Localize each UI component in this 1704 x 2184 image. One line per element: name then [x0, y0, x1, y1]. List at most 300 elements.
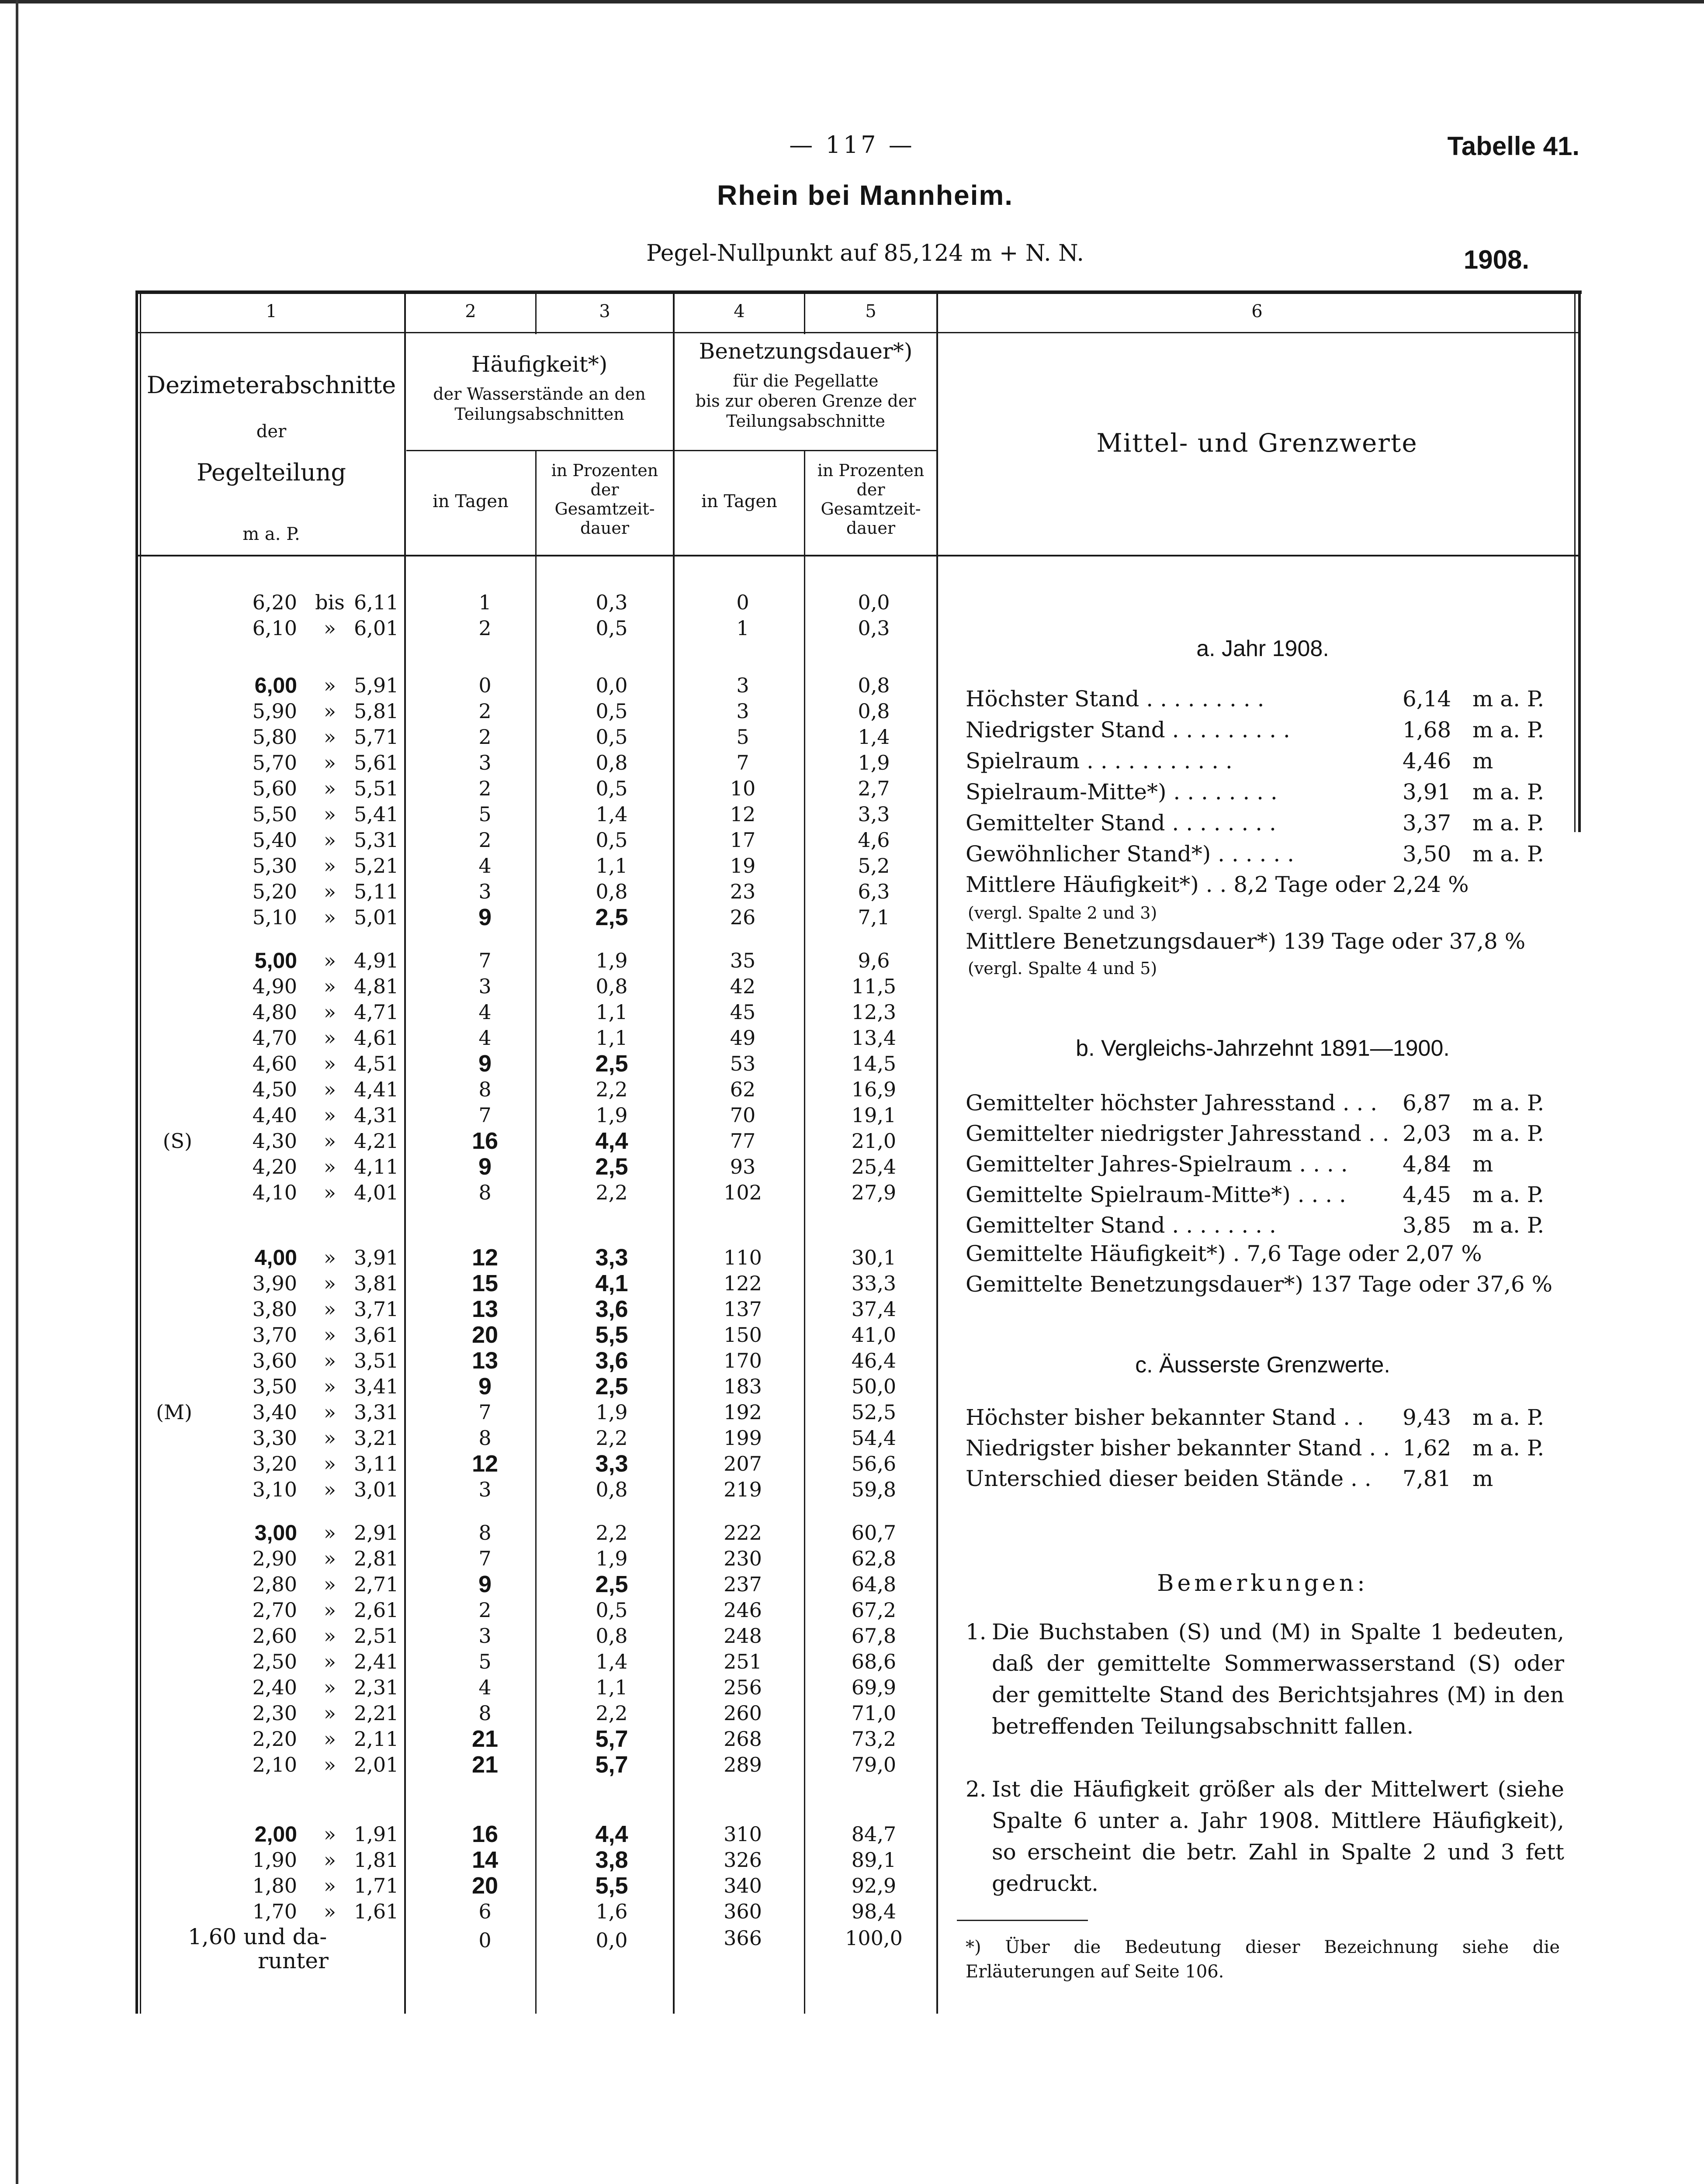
row-range-lower: 2,71 [354, 1572, 399, 1596]
row-range-lower: 3,21 [354, 1426, 399, 1450]
row-range-upper: 2,30 [252, 1701, 297, 1725]
row-wetting-days: 102 [724, 1181, 762, 1204]
row-wetting-percent: 67,2 [851, 1598, 897, 1622]
row-range-lower: 5,71 [354, 725, 399, 749]
table-row [144, 615, 939, 641]
row-range-upper: 4,20 [252, 1155, 297, 1178]
row-range-upper: 4,90 [252, 975, 297, 998]
wet-head-line3: bis zur oberen Grenze der [695, 391, 916, 411]
row-range-lower: 1,81 [354, 1848, 399, 1872]
value-number: 4,84 [1403, 1151, 1451, 1177]
table-row [144, 1425, 939, 1451]
row-range-lower: 2,81 [354, 1547, 399, 1570]
row-frequency-days: 8 [478, 1078, 492, 1101]
table-row [144, 853, 939, 879]
wet-head-title: Benetzungsdauer*) [699, 339, 913, 364]
colnum-rule [138, 332, 1580, 333]
sub-head-pct-freq [537, 461, 673, 538]
row-frequency-days: 16 [471, 1821, 499, 1847]
gauge-zero: Pegel-Nullpunkt auf 85,124 m + N. N. [646, 240, 1084, 266]
value-unit: m [1472, 748, 1493, 774]
row-frequency-percent: 3,6 [595, 1348, 628, 1374]
row-range-lower: 6,01 [354, 616, 399, 640]
row-wetting-days: 3 [736, 674, 749, 697]
row-range-word: » [323, 1521, 336, 1545]
row-frequency-percent: 0,0 [596, 674, 628, 697]
row-frequency-percent: 1,1 [596, 1000, 628, 1024]
row-wetting-percent: 56,6 [851, 1452, 897, 1476]
value-label: Unterschied dieser beiden Stände . . [966, 1466, 1372, 1491]
row-range-word: » [323, 725, 336, 749]
row-frequency-days: 0 [478, 674, 492, 697]
row-frequency-days: 9 [478, 1373, 492, 1400]
section-c-row [966, 1433, 1564, 1463]
row-range-upper: 4,50 [252, 1078, 297, 1101]
col1-head-line3: Pegelteilung [197, 459, 346, 486]
sub-head-pct-wet [805, 461, 936, 538]
col-number-3: 3 [599, 301, 610, 321]
row-wetting-percent: 64,8 [851, 1572, 897, 1596]
remark-1-number: 1. [966, 1619, 987, 1645]
row-range-lower: 2,91 [354, 1521, 399, 1545]
row-frequency-days: 13 [471, 1348, 499, 1374]
row-tag: (S) [163, 1129, 192, 1153]
row-wetting-percent: 73,2 [851, 1727, 897, 1751]
remarks-title: Bemerkungen: [1157, 1570, 1368, 1597]
row-range-upper: 4,40 [252, 1103, 297, 1127]
row-wetting-days: 150 [724, 1323, 762, 1347]
row-frequency-percent: 5,5 [595, 1322, 628, 1348]
row-range-lower: 3,41 [354, 1375, 399, 1398]
row-frequency-percent: 0,8 [596, 1478, 628, 1501]
row-range-upper: 2,20 [252, 1727, 297, 1751]
row-range-lower: 5,41 [354, 802, 399, 826]
row-wetting-percent: 30,1 [851, 1246, 897, 1269]
row-range-lower: 3,51 [354, 1349, 399, 1372]
row-wetting-percent: 4,6 [858, 828, 890, 852]
row-range-word: » [323, 1547, 336, 1570]
value-label: Gemittelte Spielraum-Mitte*) . . . . [966, 1182, 1346, 1207]
subheader-rule [406, 450, 937, 451]
value-number: 6,14 [1403, 686, 1451, 712]
value-number: 7,81 [1403, 1466, 1451, 1491]
row-range-upper: 4,70 [252, 1026, 297, 1050]
section-a-wet-note: (vergl. Spalte 4 und 5) [968, 959, 1157, 978]
row-frequency-days: 12 [471, 1451, 499, 1477]
row-range-word: » [323, 1400, 336, 1424]
row-frequency-percent: 3,3 [595, 1244, 628, 1271]
row-range-upper: 1,90 [252, 1848, 297, 1872]
row-wetting-days: 3 [736, 699, 749, 723]
row-frequency-percent: 2,5 [595, 1373, 628, 1400]
row-frequency-percent: 1,9 [596, 1547, 628, 1570]
row-wetting-percent: 12,3 [851, 1000, 897, 1024]
row-range-word: » [323, 1848, 336, 1872]
row-wetting-days: 219 [724, 1478, 762, 1501]
row-wetting-days: 246 [724, 1598, 762, 1622]
row-frequency-percent: 5,7 [595, 1726, 628, 1752]
section-b-row [966, 1210, 1564, 1241]
row-range-lower: 4,91 [354, 949, 399, 972]
row-frequency-days: 7 [478, 1400, 492, 1424]
row-range-word: » [323, 1052, 336, 1075]
row-wetting-percent: 11,5 [851, 975, 897, 998]
row-frequency-days: 4 [478, 1026, 492, 1050]
row-frequency-percent: 2,5 [595, 1154, 628, 1180]
row-wetting-percent: 21,0 [851, 1129, 897, 1153]
value-unit: m a. P. [1472, 1435, 1545, 1461]
footnote-rule [957, 1920, 1088, 1921]
row-range-word: » [323, 1181, 336, 1204]
table-row [144, 948, 939, 974]
row-range-word: » [323, 674, 336, 697]
value-label: Niedrigster bisher bekannter Stand . . [966, 1435, 1390, 1461]
col-number-1: 1 [266, 301, 277, 321]
row-range-upper: 5,80 [252, 725, 297, 749]
row-range-word: » [323, 1349, 336, 1372]
table-row [144, 1899, 939, 1925]
row-frequency-percent: 4,4 [595, 1821, 628, 1847]
row-wetting-percent: 98,4 [851, 1900, 897, 1923]
value-label: Gemittelter höchster Jahresstand . . . [966, 1090, 1378, 1116]
row-range-upper: 2,60 [252, 1624, 297, 1648]
row-wetting-days: 1 [736, 616, 749, 640]
row-wetting-days: 17 [730, 828, 756, 852]
row-range-lower: 3,91 [354, 1246, 399, 1269]
row-wetting-percent: 1,9 [858, 751, 890, 774]
row-range-word: » [323, 1426, 336, 1450]
freq-head-line3: Teilungsabschnitten [454, 404, 624, 424]
row-frequency-percent: 4,1 [595, 1270, 628, 1296]
value-unit: m a. P. [1472, 1405, 1545, 1430]
row-frequency-days: 8 [478, 1521, 492, 1545]
wet-head-line2: für die Pegellatte [733, 371, 879, 390]
section-b-freq-line: Gemittelte Häufigkeit*) . 7,6 Tage oder 2,07 % [966, 1241, 1482, 1266]
value-unit: m a. P. [1472, 779, 1545, 805]
row-frequency-days: 7 [478, 1547, 492, 1570]
table-row [144, 1597, 939, 1623]
row-range-upper: 5,90 [252, 699, 297, 723]
row-wetting-percent: 9,6 [858, 949, 890, 972]
row-frequency-days: 9 [478, 1571, 492, 1597]
row-range-word: » [323, 1701, 336, 1725]
row-wetting-days: 42 [730, 975, 756, 998]
row-frequency-percent: 2,2 [596, 1181, 628, 1204]
row-range-word: » [323, 1624, 336, 1648]
table-row [144, 724, 939, 750]
row-frequency-days: 20 [471, 1322, 499, 1348]
row-range-lower: 4,11 [354, 1155, 399, 1178]
section-b-row [966, 1118, 1564, 1149]
row-range-word: » [323, 1078, 336, 1101]
row-wetting-percent: 0,3 [858, 616, 890, 640]
value-number: 6,87 [1403, 1090, 1451, 1116]
row-range-upper: 2,40 [252, 1676, 297, 1699]
row-frequency-days: 3 [478, 1624, 492, 1648]
row-frequency-days: 2 [478, 1598, 492, 1622]
row-range-upper: 5,60 [252, 777, 297, 800]
value-number: 3,91 [1403, 779, 1451, 805]
row-range-upper: 3,20 [252, 1452, 297, 1476]
row-wetting-days: 256 [724, 1676, 762, 1699]
row-frequency-percent: 2,5 [595, 1051, 628, 1077]
row-tag: (M) [156, 1400, 192, 1424]
row-range-word: » [323, 854, 336, 878]
row-frequency-percent: 0,8 [596, 880, 628, 903]
row-range-word: » [323, 1272, 336, 1295]
row-wetting-percent: 1,4 [858, 725, 890, 749]
last-row-wet: 366 [724, 1926, 762, 1950]
row-wetting-days: 26 [730, 905, 756, 929]
value-label: Höchster Stand . . . . . . . . . [966, 686, 1264, 712]
sub-head-pct-l3: Gesamtzeit- [821, 499, 921, 518]
row-wetting-days: 192 [724, 1400, 762, 1424]
row-wetting-percent: 2,7 [858, 777, 890, 800]
row-range-upper: 3,70 [252, 1323, 297, 1347]
row-range-upper: 4,00 [254, 1245, 297, 1270]
row-range-upper: 5,20 [252, 880, 297, 903]
row-frequency-percent: 1,9 [596, 1400, 628, 1424]
row-frequency-days: 8 [478, 1426, 492, 1450]
row-wetting-percent: 68,6 [851, 1650, 897, 1673]
row-frequency-days: 2 [478, 699, 492, 723]
row-range-lower: 4,31 [354, 1103, 399, 1127]
row-range-lower: 1,71 [354, 1874, 399, 1897]
section-b-wet-line: Gemittelte Benetzungsdauer*) 137 Tage oder 37,6 % [966, 1272, 1553, 1297]
row-range-lower: 1,61 [354, 1900, 399, 1923]
scan-edge-top [0, 0, 1704, 3]
sub-head-days-wet: in Tagen [701, 491, 777, 511]
row-range-word: » [323, 1478, 336, 1501]
row-wetting-percent: 84,7 [851, 1822, 897, 1846]
value-number: 1,68 [1403, 717, 1451, 743]
row-frequency-days: 3 [478, 880, 492, 903]
value-number: 2,03 [1403, 1121, 1451, 1146]
row-frequency-percent: 5,5 [595, 1873, 628, 1899]
table-row [144, 673, 939, 698]
row-range-word: » [323, 751, 336, 774]
row-frequency-days: 20 [471, 1873, 499, 1899]
row-range-word: » [323, 1129, 336, 1153]
row-frequency-percent: 2,5 [595, 904, 628, 930]
row-frequency-percent: 0,3 [596, 591, 628, 614]
row-frequency-days: 9 [478, 1051, 492, 1077]
row-range-lower: 2,41 [354, 1650, 399, 1673]
table-row [144, 1520, 939, 1546]
row-frequency-days: 8 [478, 1701, 492, 1725]
row-frequency-percent: 0,8 [596, 751, 628, 774]
row-range-lower: 3,61 [354, 1323, 399, 1347]
row-range-lower: 5,81 [354, 699, 399, 723]
row-frequency-percent: 2,5 [595, 1571, 628, 1597]
section-a-row [966, 715, 1564, 745]
row-range-word: » [323, 880, 336, 903]
value-label: Gemittelter Stand . . . . . . . . [966, 810, 1276, 836]
table-row [144, 1154, 939, 1180]
value-label: Höchster bisher bekannter Stand . . [966, 1405, 1364, 1430]
value-unit: m [1472, 1151, 1493, 1177]
page-title: Rhein bei Mannheim. [717, 180, 1014, 211]
row-wetting-days: 77 [730, 1129, 756, 1153]
row-frequency-days: 7 [478, 1103, 492, 1127]
value-label: Niedrigster Stand . . . . . . . . . [966, 717, 1290, 743]
row-frequency-percent: 1,4 [596, 802, 628, 826]
row-wetting-days: 19 [730, 854, 756, 878]
row-wetting-days: 5 [736, 725, 749, 749]
row-frequency-days: 9 [478, 1154, 492, 1180]
row-wetting-days: 260 [724, 1701, 762, 1725]
table-row [144, 827, 939, 853]
table-row [144, 974, 939, 999]
section-b-row [966, 1149, 1564, 1179]
row-range-upper: 5,70 [252, 751, 297, 774]
sub-head-pct-l2: der [590, 480, 619, 499]
row-range-word: » [323, 1727, 336, 1751]
table-row [144, 1128, 939, 1154]
row-range-upper: 3,80 [252, 1297, 297, 1321]
row-range-lower: 2,51 [354, 1624, 399, 1648]
row-range-lower: 1,91 [354, 1822, 399, 1846]
row-range-lower: 5,31 [354, 828, 399, 852]
row-range-word: » [323, 699, 336, 723]
row-range-word: » [323, 828, 336, 852]
row-range-word: » [323, 1375, 336, 1398]
row-wetting-days: 251 [724, 1650, 762, 1673]
row-frequency-days: 3 [478, 975, 492, 998]
value-number: 4,46 [1403, 748, 1451, 774]
remark-2-number: 2. [966, 1776, 987, 1802]
row-frequency-percent: 1,1 [596, 854, 628, 878]
row-wetting-percent: 46,4 [851, 1349, 897, 1372]
row-wetting-percent: 33,3 [851, 1272, 897, 1295]
row-range-lower: 5,91 [354, 674, 399, 697]
row-frequency-percent: 4,4 [595, 1128, 628, 1154]
row-frequency-days: 13 [471, 1296, 499, 1322]
table-frame-left-inner [140, 290, 141, 2014]
row-range-word: » [323, 1753, 336, 1776]
row-frequency-percent: 0,8 [596, 1624, 628, 1648]
row-wetting-days: 326 [724, 1848, 762, 1872]
row-range-word: » [323, 1246, 336, 1269]
value-unit: m a. P. [1472, 1182, 1545, 1207]
table-frame-right [1578, 290, 1581, 832]
row-frequency-percent: 5,7 [595, 1752, 628, 1778]
row-wetting-percent: 41,0 [851, 1323, 897, 1347]
col6-head: Mittel- und Grenzwerte [1096, 428, 1418, 458]
row-range-upper: 4,10 [252, 1181, 297, 1204]
row-range-lower: 2,31 [354, 1676, 399, 1699]
value-unit: m a. P. [1472, 810, 1545, 836]
value-label: Gemittelter Jahres-Spielraum . . . . [966, 1151, 1348, 1177]
scan-edge-left [16, 0, 18, 2184]
row-frequency-percent: 1,9 [596, 1103, 628, 1127]
table-row [144, 1077, 939, 1102]
row-range-upper: 2,90 [252, 1547, 297, 1570]
value-unit: m a. P. [1472, 1121, 1545, 1146]
row-range-word: » [323, 1155, 336, 1178]
value-number: 3,50 [1403, 841, 1451, 867]
row-wetting-percent: 13,4 [851, 1026, 897, 1050]
row-wetting-days: 62 [730, 1078, 756, 1101]
row-wetting-days: 137 [724, 1297, 762, 1321]
last-row-days: 0 [478, 1928, 492, 1952]
row-wetting-days: 170 [724, 1349, 762, 1372]
row-range-upper: 2,50 [252, 1650, 297, 1673]
table-row [144, 1245, 939, 1271]
sub-head-pct-l2: der [856, 480, 885, 499]
row-wetting-days: 45 [730, 1000, 756, 1024]
row-frequency-days: 4 [478, 1000, 492, 1024]
freq-head-title: Häufigkeit*) [471, 352, 608, 377]
row-frequency-percent: 0,8 [596, 975, 628, 998]
table-row [144, 1180, 939, 1206]
table-row [144, 1271, 939, 1296]
row-wetting-percent: 0,8 [858, 674, 890, 697]
row-range-lower: 4,01 [354, 1181, 399, 1204]
row-range-word: » [323, 905, 336, 929]
row-frequency-days: 5 [478, 1650, 492, 1673]
row-wetting-percent: 14,5 [851, 1052, 897, 1075]
row-wetting-percent: 0,0 [858, 591, 890, 614]
row-frequency-percent: 1,1 [596, 1026, 628, 1050]
table-row [144, 802, 939, 827]
row-range-upper: 3,90 [252, 1272, 297, 1295]
section-a-freq-line: Mittlere Häufigkeit*) . . 8,2 Tage oder 2,24 % [966, 872, 1469, 897]
value-label: Spielraum . . . . . . . . . . . [966, 748, 1233, 774]
row-range-lower: 2,11 [354, 1727, 399, 1751]
row-range-lower: 2,61 [354, 1598, 399, 1622]
row-wetting-percent: 19,1 [851, 1103, 897, 1127]
row-range-upper: 4,30 [252, 1129, 297, 1153]
table-row [144, 1451, 939, 1477]
row-wetting-days: 23 [730, 880, 756, 903]
row-range-word: » [323, 1874, 336, 1897]
row-frequency-days: 3 [478, 751, 492, 774]
row-wetting-percent: 52,5 [851, 1400, 897, 1424]
table-row [144, 1025, 939, 1051]
sub-head-days-freq: in Tagen [433, 491, 509, 511]
value-label: Spielraum-Mitte*) . . . . . . . . [966, 779, 1278, 805]
table-row [144, 1477, 939, 1503]
row-frequency-percent: 0,5 [596, 1598, 628, 1622]
col-number-2: 2 [465, 301, 476, 321]
row-range-word: » [323, 1323, 336, 1347]
table-row [144, 776, 939, 802]
sub-head-pct-l3: Gesamtzeit- [554, 499, 655, 518]
row-wetting-days: 289 [724, 1753, 762, 1776]
row-range-upper: 6,00 [254, 673, 297, 698]
row-wetting-percent: 3,3 [858, 802, 890, 826]
row-range-word: bis [315, 591, 345, 614]
row-range-lower: 4,81 [354, 975, 399, 998]
row-wetting-percent: 60,7 [851, 1521, 897, 1545]
section-a-title: a. Jahr 1908. [1196, 636, 1329, 661]
value-label: Gemittelter niedrigster Jahresstand . . [966, 1121, 1389, 1146]
year-label: 1908. [1463, 245, 1529, 274]
table-row [144, 1051, 939, 1077]
table-label: Tabelle 41. [1447, 131, 1579, 161]
sub-head-pct-l4: dauer [846, 518, 896, 538]
last-row-range-line1: 1,60 und da- [188, 1924, 327, 1949]
row-frequency-days: 2 [478, 777, 492, 800]
row-wetting-days: 12 [730, 802, 756, 826]
row-frequency-days: 3 [478, 1478, 492, 1501]
value-number: 9,43 [1403, 1405, 1451, 1430]
row-wetting-percent: 79,0 [851, 1753, 897, 1776]
row-range-word: » [323, 1000, 336, 1024]
row-range-lower: 2,21 [354, 1701, 399, 1725]
row-wetting-percent: 89,1 [851, 1848, 897, 1872]
